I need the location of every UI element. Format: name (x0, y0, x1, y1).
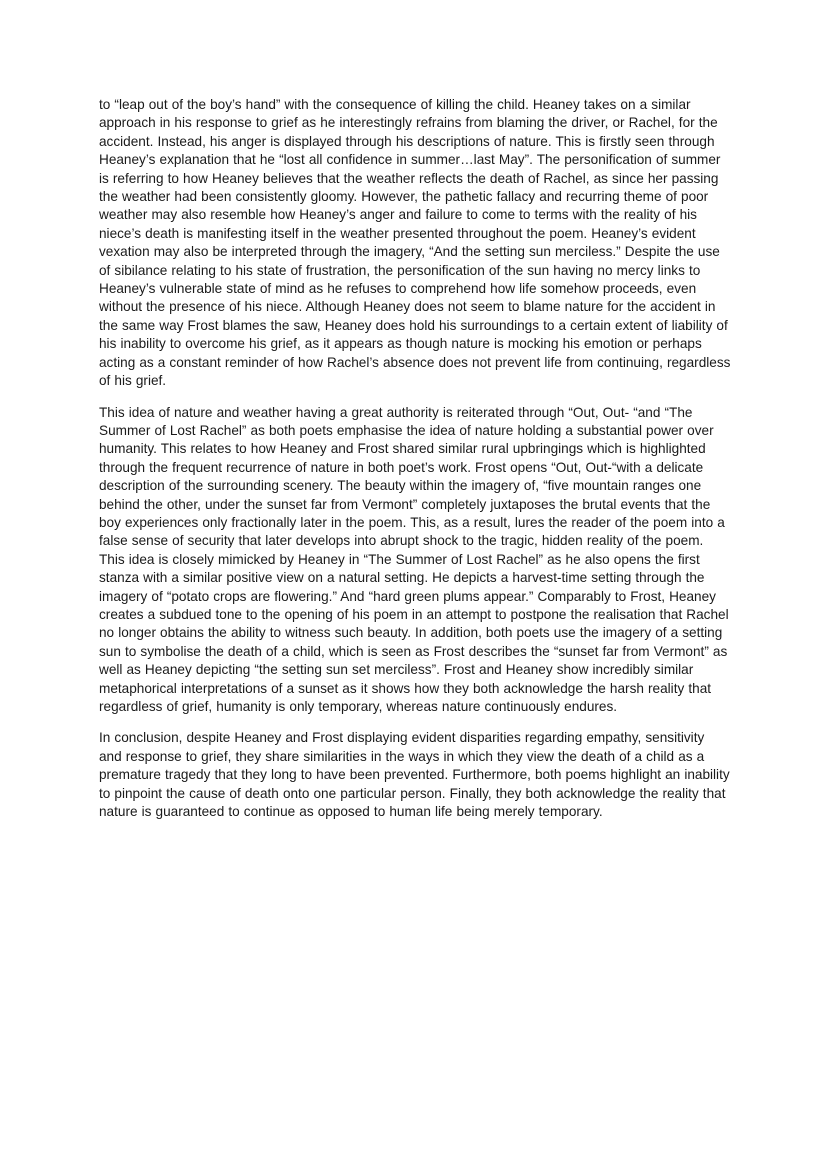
essay-paragraph-1: to “leap out of the boy’s hand” with the consequence of killing the child. Heaney takes on a similar approach in his response to grief as he interestingly refrains from blaming the driver, or Rachel, for the accident. Instead, his anger is displayed through his descriptions of nature. This is firstly seen through Heaney’s explanation that he “lost all confidence in summer…last May”. The personification of summer is referring to how Heaney believes that the weather reflects the death of Rachel, as since her passing the weather had been consistently gloomy. However, the pathetic fallacy and recurring theme of poor weather may also resemble how Heaney’s anger and failure to come to terms with the reality of his niece’s death is manifesting itself in the weather presented throughout the poem. Heaney’s evident vexation may also be interpreted through the imagery, “And the setting sun merciless.” Despite the use of sibilance relating to his state of frustration, the personification of the sun having no mercy links to Heaney’s vulnerable state of mind as he refuses to comprehend how life somehow proceeds, even without the presence of his niece. Although Heaney does not seem to blame nature for the accident in the same way Frost blames the saw, Heaney does hold his surroundings to a certain extent of liability of his inability to overcome his grief, as it appears as though nature is mocking his emotion or perhaps acting as a constant reminder of how Rachel’s absence does not prevent life from continuing, regardless of his grief. (99, 97, 731, 389)
essay-paragraph-2: This idea of nature and weather having a great authority is reiterated through “Out, Out- “and “The Summer of Lost Rachel” as both poets emphasise the idea of nature holding a substantial power over humanity. This relates to how Heaney and Frost shared similar rural upbringings which is highlighted through the frequent recurrence of nature in both poet’s work. Frost opens “Out, Out-“with a delicate description of the surrounding scenery. The beauty within the imagery of, “five mountain ranges one behind the other, under the sunset far from Vermont” completely juxtaposes the brutal events that the boy experiences only fractionally later in the poem. This, as a result, lures the reader of the poem into a false sense of security that later develops into abrupt shock to the tragic, hidden reality of the poem. This idea is closely mimicked by Heaney in “The Summer of Lost Rachel” as he also opens the first stanza with a similar positive view on a natural setting. He depicts a harvest-time setting through the imagery of “potato crops are flowering.” And “hard green plums appear.” Comparably to Frost, Heaney creates a subdued tone to the opening of his poem in an attempt to postpone the realisation that Rachel no longer obtains the ability to witness such beauty. In addition, both poets use the imagery of a setting sun to symbolise the death of a child, which is seen as Frost describes the “sunset far from Vermont” as well as Heaney depicting “the setting sun set merciless”. Frost and Heaney show incredibly similar metaphorical interpretations of a sunset as it shows how they both acknowledge the harsh reality that regardless of grief, humanity is only temporary, whereas nature continuously endures. (99, 404, 729, 714)
document-body (99, 96, 731, 834)
essay-paragraph-3: In conclusion, despite Heaney and Frost displaying evident disparities regarding empathy, sensitivity and response to grief, they share similarities in the ways in which they view the death of a child as a premature tragedy that they long to have been prevented. Furthermore, both poems highlight an inability to pinpoint the cause of death onto one particular person. Finally, they both acknowledge the reality that nature is guaranteed to continue as opposed to human life being merely temporary. (99, 730, 730, 820)
